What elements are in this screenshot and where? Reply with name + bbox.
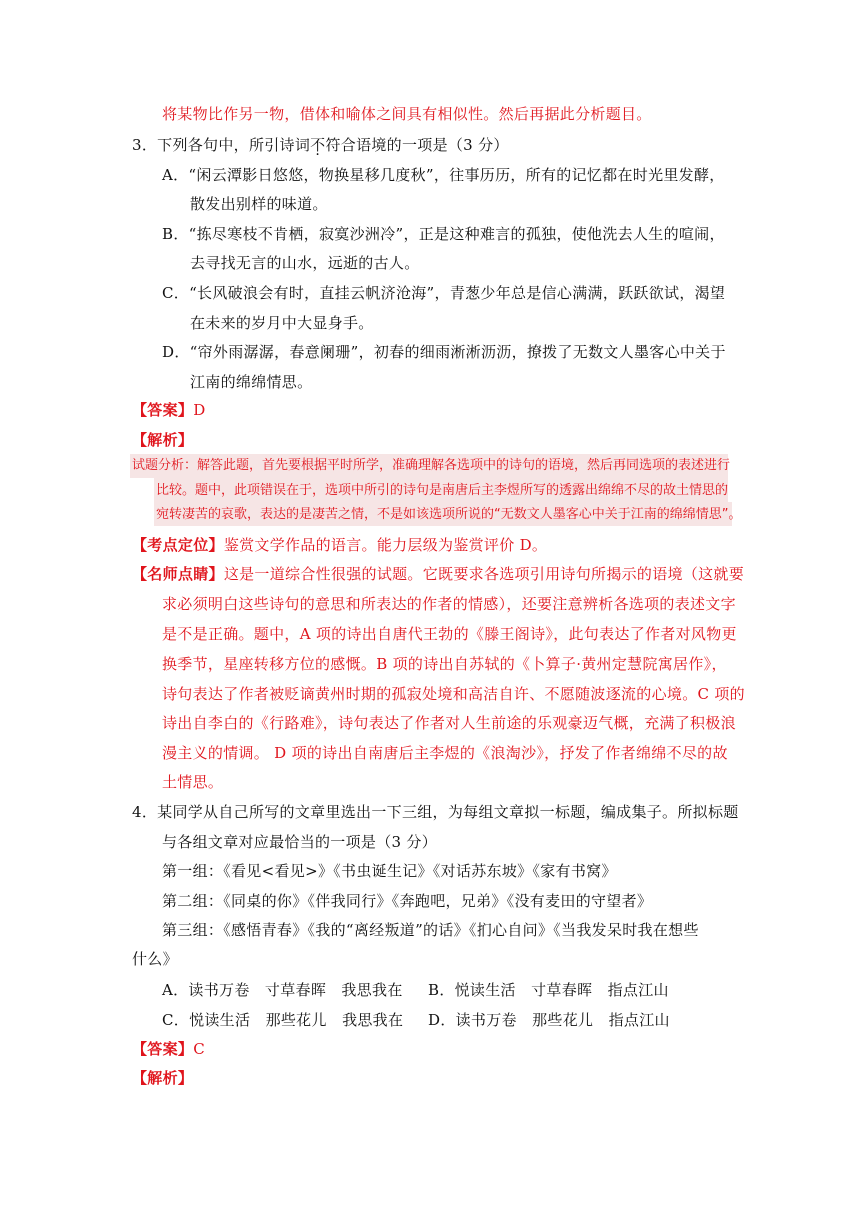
q3-option-b-line1: B．“拣尽寒枝不肯栖，寂寞沙洲冷”，正是这种难言的孤独，使他洗去人生的喧闹，	[162, 225, 725, 243]
q3-option-c-line2: 在未来的岁月中大显身手。	[190, 314, 374, 332]
q3-kaodian-text: 鉴赏文学作品的语言。能力层级为鉴赏评价 D。	[223, 536, 548, 554]
q3-mingshi-tag: 【名师点睛】	[132, 565, 224, 583]
q3-mingshi	[132, 564, 744, 584]
q3-mingshi-line8: 土情思。	[162, 773, 224, 791]
q4-option-b: B．悦读生活 寸草春晖 指点江山	[428, 981, 669, 999]
q4-group3-line1: 第三组：《感悟青春》《我的“离经叛道”的话》《扪心自问》《当我发呆时我在想些	[162, 921, 699, 939]
q3-answer-tag: 【答案】	[132, 401, 194, 419]
q3-analysis-line1: 试题分析：解答此题，首先要根据平时所学，准确理解各选项中的诗句的语境，然后再同选项的表述进行	[132, 458, 731, 473]
q3-answer	[132, 400, 206, 420]
q3-mingshi-line5: 诗句表达了作者被贬谪黄州时期的孤寂处境和高洁自许、不愿随波逐流的心境。C 项的	[162, 685, 745, 703]
q4-option-a: A．读书万卷 寸草春晖 我思我在	[162, 981, 403, 999]
q3-option-d-line2: 江南的绵绵情思。	[190, 373, 313, 391]
q3-analysis-line2: 比较。题中，此项错误在于，选项中所引的诗句是南唐后主李煜所写的透露出绵绵不尽的故土情思的	[156, 483, 729, 498]
q3-kaodian	[132, 535, 547, 555]
q3-analysis-line3: 宛转凄苦的哀歌，表达的是凄苦之情，不是如该选项所说的“无数文人墨客心中关于江南的绵绵情思”。	[156, 507, 742, 522]
q3-option-d-line1: D．“帘外雨潺潺，春意阑珊”，初春的细雨淅淅沥沥，撩拨了无数文人墨客心中关于	[162, 343, 726, 361]
q3-stem-emphasis: 不	[310, 136, 326, 154]
q3-mingshi-line4: 换季节，星座转移方位的感慨。B 项的诗出自苏轼的《卜算子·黄州定慧院寓居作》，	[162, 655, 727, 673]
q4-answer	[132, 1039, 205, 1059]
q3-stem	[132, 135, 509, 155]
q3-option-a-line1: A．“闲云潭影日悠悠，物换星移几度秋”，往事历历，所有的记忆都在时光里发酵，	[162, 166, 725, 184]
q4-option-c: C．悦读生活 那些花儿 我思我在	[162, 1011, 404, 1029]
q4-stem-line2: 与各组文章对应最恰当的一项是（3 分）	[162, 833, 438, 851]
q3-mingshi-line2: 求必须明白这些诗句的意思和所表达的作者的情感），还要注意辨析各选项的表述文字	[162, 595, 736, 613]
q3-mingshi-line6: 诗出自李白的《行路难》，诗句表达了作者对人生前途的乐观豪迈气概，充满了积极浪	[162, 714, 736, 732]
q4-answer-value: C	[193, 1040, 205, 1058]
q3-mingshi-line1: 这是一道综合性很强的试题。它既要求各选项引用诗句所揭示的语境（这就要	[223, 565, 745, 583]
q3-option-b-line2: 去寻找无言的山水，远逝的古人。	[190, 254, 420, 272]
q3-stem-part2: 符合语境的一项是（3 分）	[325, 136, 509, 154]
q3-answer-value: D	[193, 401, 206, 419]
intro-note: 将某物比作另一物，借体和喻体之间具有相似性。然后再据此分析题目。	[162, 105, 652, 123]
q4-stem-line1: 4．某同学从自己所写的文章里选出一下三组，为每组文章拟一标题，编成集子。所拟标题	[132, 803, 739, 821]
q4-analysis-tag: 【解析】	[132, 1069, 194, 1087]
q3-mingshi-line7: 漫主义的情调。 D 项的诗出自南唐后主李煜的《浪淘沙》，抒发了作者绵绵不尽的故	[162, 744, 728, 762]
q4-group2: 第二组：《同桌的你》《伴我同行》《奔跑吧，兄弟》《没有麦田的守望者》	[162, 892, 653, 910]
q4-group3-line2: 什么》	[132, 950, 178, 968]
q3-stem-part1: 3．下列各句中，所引诗词	[132, 136, 311, 154]
q3-mingshi-line3: 是不是正确。题中，A 项的诗出自唐代王勃的《滕王阁诗》，此句表达了作者对风物更	[162, 625, 737, 643]
q4-answer-tag: 【答案】	[132, 1040, 194, 1058]
q3-option-c-line1: C．“长风破浪会有时，直挂云帆济沧海”，青葱少年总是信心满满，跃跃欲试，渴望	[162, 284, 726, 302]
q3-analysis-tag: 【解析】	[132, 431, 194, 449]
q4-group1: 第一组：《看见<看见>》《书虫诞生记》《对话苏东坡》《家有书窝》	[162, 862, 617, 880]
q3-option-a-line2: 散发出别样的味道。	[190, 195, 328, 213]
q4-option-d: D．读书万卷 那些花儿 指点江山	[428, 1011, 670, 1029]
q3-kaodian-tag: 【考点定位】	[132, 536, 224, 554]
